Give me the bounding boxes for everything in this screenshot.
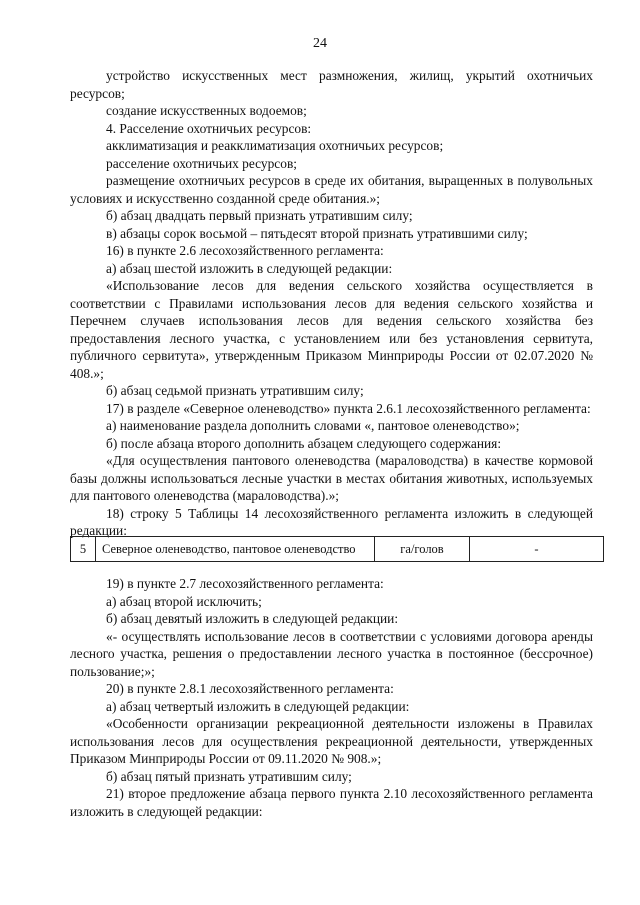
paragraph: размещение охотничьих ресурсов в среде их обитания, выращенных в полувольных условиях и искусственно созданной среде обитания.»;	[70, 173, 593, 206]
text-block-lower	[70, 575, 593, 820]
paragraph: в) абзацы сорок восьмой – пятьдесят второй признать утратившими силу;	[106, 225, 528, 241]
paragraph: «Особенности организации рекреационной деятельности изложены в Правилах использования лесов для осуществления рекреационной деятельности, утвержденных Приказом Минприроды России от 09.11.2020 № 908.»;	[70, 716, 593, 766]
paragraph: а) абзац шестой изложить в следующей редакции:	[106, 260, 393, 276]
table-cell-value: -	[470, 537, 604, 562]
paragraph: 18) строку 5 Таблицы 14 лесохозяйственного регламента изложить в следующей редакции:	[70, 505, 593, 538]
paragraph: расселение охотничьих ресурсов;	[106, 155, 297, 171]
paragraph: 20) в пункте 2.8.1 лесохозяйственного регламента:	[106, 681, 394, 696]
paragraph: 19) в пункте 2.7 лесохозяйственного регламента:	[106, 576, 384, 591]
norms-table	[70, 536, 604, 562]
paragraph: 16) в пункте 2.6 лесохозяйственного регламента:	[106, 243, 384, 258]
paragraph: акклиматизация и реакклиматизация охотничьих ресурсов;	[106, 138, 444, 153]
table-cell-name: Северное оленеводство, пантовое оленеводство	[96, 537, 375, 562]
paragraph: «Для осуществления пантового оленеводства (мараловодства) в качестве кормовой базы должны использоваться лесные участки в местах обитания животных, используемых для пантового оленеводства (мараловодства).»;	[70, 453, 593, 503]
paragraph: а) абзац второй исключить;	[106, 593, 262, 609]
paragraph: б) абзац пятый признать утратившим силу;	[106, 768, 352, 784]
paragraph: устройство искусственных мест размножения, жилищ, укрытий охотничьих ресурсов;	[70, 68, 593, 101]
paragraph: б) абзац двадцать первый признать утратившим силу;	[106, 208, 413, 223]
table-row	[71, 537, 604, 562]
paragraph: 21) второе предложение абзаца первого пункта 2.10 лесохозяйственного регламента изложить в следующей редакции:	[70, 786, 593, 819]
table-cell-number: 5	[71, 537, 96, 562]
paragraph: «- осуществлять использование лесов в соответствии с условиями договора аренды лесного участка, решения о предоставлении лесного участка в постоянное (бессрочное) пользование;»;	[70, 628, 593, 679]
page-number: 24	[313, 36, 327, 51]
table-14-row	[70, 536, 604, 562]
paragraph: б) абзац девятый изложить в следующей редакции:	[106, 611, 399, 626]
paragraph: 17) в разделе «Северное оленеводство» пункта 2.6.1 лесохозяйственного регламента:	[106, 400, 591, 416]
paragraph: 4. Расселение охотничьих ресурсов:	[106, 120, 312, 136]
paragraph: б) абзац седьмой признать утратившим силу;	[106, 383, 364, 398]
paragraph: «Использование лесов для ведения сельского хозяйства осуществляется в соответствии с Правилами использования лесов для ведения сельского хозяйства и Перечнем случаев использования лесов для ведения сельского хозяйства без предоставления лесного участка, с установлением или без установления сервитута, публичного сервитута», утвержденным Приказом Минприроды России от 02.07.2020 № 408.»;	[70, 278, 593, 381]
text-block-upper	[70, 67, 593, 540]
table-cell-unit: га/голов	[375, 537, 470, 562]
paragraph: создание искусственных водоемов;	[106, 103, 307, 118]
paragraph: а) абзац четвертый изложить в следующей редакции:	[106, 698, 410, 714]
paragraph: а) наименование раздела дополнить словами «, пантовое оленеводство»;	[106, 418, 520, 433]
paragraph: б) после абзаца второго дополнить абзацем следующего содержания:	[106, 435, 502, 451]
